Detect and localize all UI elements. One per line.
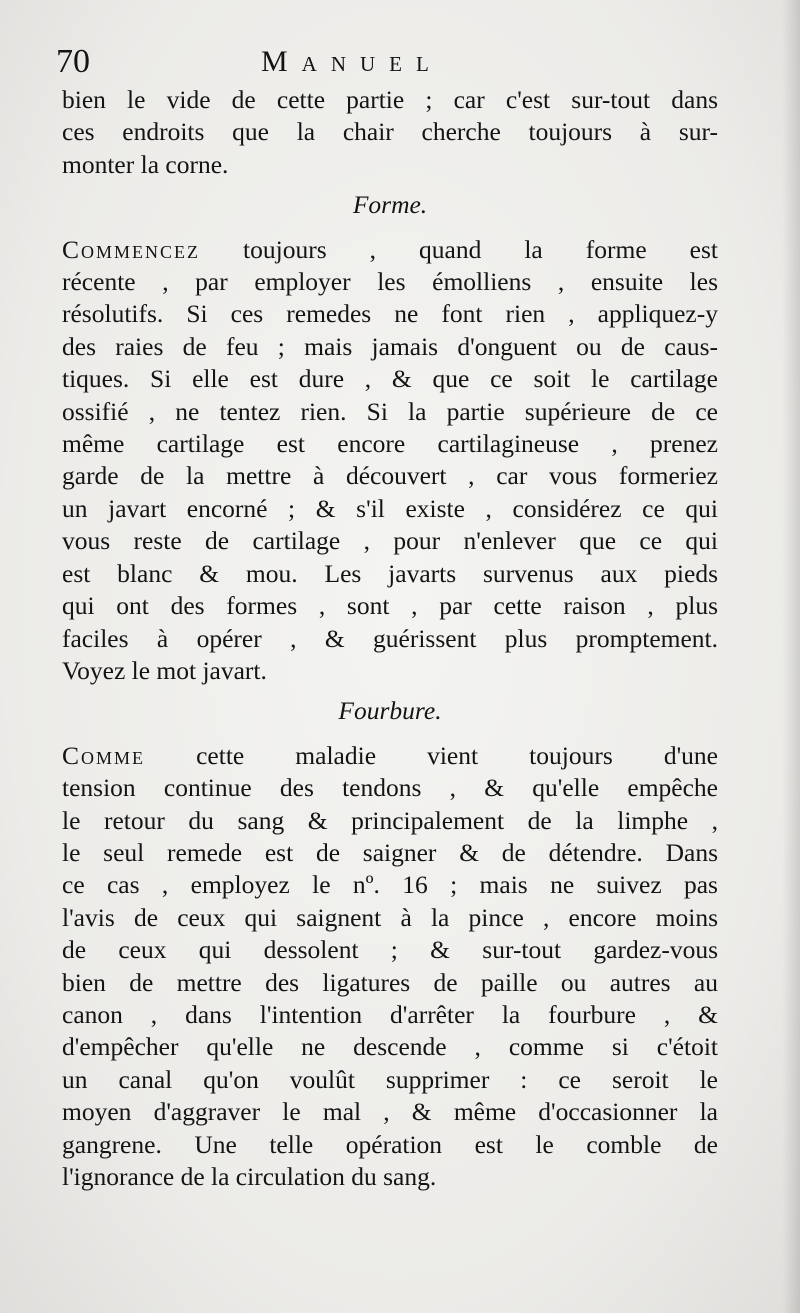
text-line: ces endroits que la chair cherche toujours à sur- (62, 117, 718, 147)
first-line-text: cette maladie vient toujours d'une (145, 740, 718, 770)
text-line: tiques. Si elle est dure , & que ce soit le cartilage (62, 364, 718, 394)
running-title: Manuel (261, 45, 443, 78)
page-header (56, 42, 716, 82)
text-line: l'avis de ceux qui saignent à la pince , encore moins (62, 902, 718, 932)
paragraph-first-line (62, 234, 718, 266)
text-line: le seul remede est de saigner & de détendre. Dans (62, 837, 718, 867)
first-line-text: toujours , quand la forme est (200, 234, 718, 264)
text-line: vous reste de cartilage , pour n'enlever que ce qui (62, 526, 718, 556)
text-line: ossifié , ne tentez rien. Si la partie supérieure de ce (62, 396, 718, 426)
text-line: récente , par employer les émolliens , ensuite les (62, 267, 718, 297)
body-text (62, 84, 718, 1193)
text-line: monter la corne. (62, 149, 229, 179)
text-line: un javart encorné ; & s'il existe , considérez ce qui (62, 493, 718, 523)
text-line: gangrene. Une telle opération est le comble de (62, 1129, 718, 1159)
initial-word: Commencez (62, 234, 201, 264)
text-line: de ceux qui dessolent ; & sur-tout gardez-vous (62, 935, 718, 965)
text-line: tension continue des tendons , & qu'elle empêche (62, 773, 718, 803)
text-line: le retour du sang & principalement de la limphe , (62, 805, 718, 835)
text-line: Voyez le mot javart. (62, 655, 267, 685)
text-line: résolutifs. Si ces remedes ne font rien , appliquez-y (62, 299, 718, 329)
text-line: des raies de feu ; mais jamais d'onguent ou de caus- (62, 331, 718, 361)
text-line: est blanc & mou. Les javarts survenus aux pieds (62, 558, 718, 588)
text-line: bien de mettre des ligatures de paille ou autres au (62, 967, 718, 997)
section-heading-forme: Forme. (352, 190, 428, 220)
section-heading-fourbure: Fourbure. (338, 696, 442, 726)
text-line: bien le vide de cette partie ; car c'est sur-tout dans (62, 85, 718, 114)
text-line: ce cas , employez le nº. 16 ; mais ne suivez pas (62, 870, 718, 900)
text-line: faciles à opérer , & guérissent plus promptement. (62, 623, 718, 653)
text-line: canon , dans l'intention d'arrêter la fourbure , & (62, 999, 718, 1029)
text-line: l'ignorance de la circulation du sang. (62, 1162, 437, 1191)
paragraph-first-line (62, 740, 718, 772)
text-line: d'empêcher qu'elle ne descende , comme si c'étoit (62, 1032, 718, 1062)
text-line: un canal qu'on voulût supprimer : ce seroit le (62, 1064, 718, 1094)
page-number: 70 (56, 43, 90, 80)
text-line: garde de la mettre à découvert , car vous formeriez (62, 461, 718, 491)
initial-word: Comme (62, 740, 146, 770)
text-line: qui ont des formes , sont , par cette raison , plus (62, 591, 718, 621)
text-line: même cartilage est encore cartilagineuse , prenez (62, 429, 718, 459)
text-line: moyen d'aggraver le mal , & même d'occasionner la (62, 1097, 718, 1127)
